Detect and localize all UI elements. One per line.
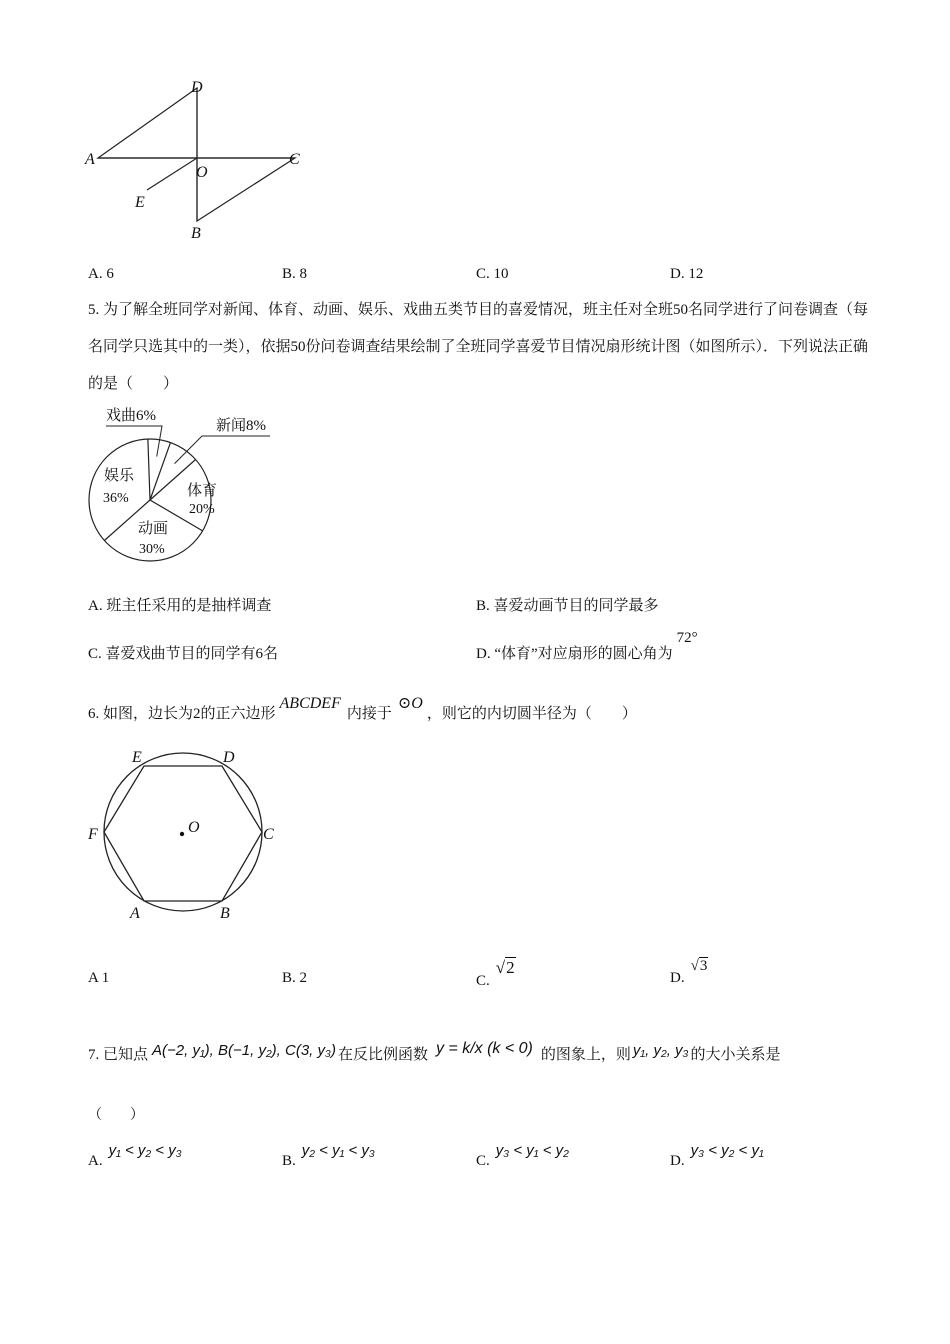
pie-percent-2: 20% (189, 502, 215, 517)
q5-option-c: C. 喜爱戏曲节目的同学有6名 (88, 646, 279, 662)
pie-leader-1 (175, 436, 270, 464)
q4-option-a: A. 6 (88, 266, 114, 282)
q5-option-d (476, 630, 698, 663)
center-point (180, 832, 184, 836)
q7-stem-mid: 在反比例函数 (337, 1047, 428, 1063)
pie-callout-0: 戏曲6% (106, 408, 156, 424)
label-f: F (88, 826, 98, 843)
q6-option-c-math: √2 (495, 958, 515, 977)
q7-option-a (88, 1142, 182, 1170)
q7-vars-math: y₁, y₂, y₃ (632, 1042, 689, 1059)
q7-option-b-math: y₂ < y₁ < y₃ (301, 1142, 375, 1159)
pie-label-4: 娱乐 (104, 468, 135, 484)
q7-stem (88, 1040, 781, 1064)
q7-option-c-math: y₃ < y₁ < y₂ (495, 1142, 569, 1159)
pie-label-2: 体育 (187, 483, 218, 499)
pie-slice-boundary-0 (148, 439, 150, 500)
q6-stem-prefix: 6. 如图，边长为2的正六边形 (88, 706, 276, 722)
q6-option-d-label: D. (670, 970, 685, 986)
label-o: O (188, 819, 200, 836)
q6-option-c-label: C. (476, 973, 490, 989)
q7-option-d (670, 1142, 764, 1170)
label-c: C (289, 151, 300, 168)
q7-option-c (476, 1142, 569, 1170)
pie-callout-1: 新闻8% (216, 418, 266, 434)
q7-option-d-label: D. (670, 1153, 685, 1169)
q6-option-a: A 1 (88, 970, 110, 986)
q6-option-b: B. 2 (282, 970, 308, 986)
q7-stem-mid2: 的图象上，则 (540, 1047, 631, 1063)
q7-function-math: y = k/x (k < 0) (435, 1040, 533, 1057)
q4-option-d: D. 12 (670, 266, 704, 282)
label-d: D (223, 749, 235, 766)
q6-option-d-math: √3 (690, 958, 708, 974)
label-d: D (191, 79, 203, 96)
q7-option-a-math: y₁ < y₂ < y₃ (108, 1142, 182, 1159)
q7-option-b (282, 1142, 375, 1170)
q4-option-c: C. 10 (476, 266, 509, 282)
q7-option-a-label: A. (88, 1153, 103, 1169)
q7-stem-suffix: 的大小关系是 (690, 1047, 781, 1063)
q7-option-c-label: C. (476, 1153, 490, 1169)
label-a: A (85, 151, 95, 168)
pie-chart (80, 402, 280, 574)
label-o: O (196, 164, 208, 181)
q6-option-d-radicand: 3 (699, 958, 708, 974)
q6-option-d (670, 958, 708, 987)
pie-label-3: 动画 (138, 521, 169, 537)
pie-percent-3: 30% (139, 542, 165, 557)
q6-stem-suffix: ，则它的内切圆半径为（ ） (426, 706, 637, 722)
q6-stem-mid: 内接于 (346, 706, 392, 722)
q5-option-d-math: 72° (676, 630, 698, 646)
q7-option-b-label: B. (282, 1153, 296, 1169)
pie-percent-4: 36% (103, 491, 129, 506)
label-c: C (263, 826, 274, 843)
q7-stem-prefix: 7. 已知点 (88, 1047, 149, 1063)
label-b: B (191, 225, 201, 242)
q6-circle-name: ⊙O (397, 695, 423, 712)
label-a: A (130, 905, 140, 922)
q4-option-b: B. 8 (282, 266, 308, 282)
q5-stem: 5. 为了解全班同学对新闻、体育、动画、娱乐、戏曲五类节目的喜爱情况，班主任对全班50名同学进行了问卷调查（每名同学只选其中的一类），依据50份问卷调查结果绘制了全班同学喜爱节目情况扇形统计图（如图所示）．下列说法正确的是（ ） (88, 302, 869, 392)
q6-option-c (476, 958, 516, 990)
hexagon-figure (80, 742, 300, 927)
q5-option-d-text: D. “体育”对应扇形的圆心角为 (476, 646, 673, 662)
q7-points-math: A(−2, y₁), B(−1, y₂), C(3, y₃) (152, 1042, 336, 1059)
q6-hexagon-name: ABCDEF (279, 695, 341, 712)
q7-answer-paren: （ ） (88, 1108, 144, 1123)
label-e: E (135, 194, 145, 211)
label-e: E (132, 749, 142, 766)
q7-option-d-math: y₃ < y₂ < y₁ (690, 1142, 764, 1159)
q6-option-c-radicand: 2 (506, 958, 515, 977)
q5-option-b: B. 喜爱动画节目的同学最多 (476, 598, 659, 614)
q6-stem (88, 695, 637, 723)
q5-option-a: A. 班主任采用的是抽样调查 (88, 598, 272, 614)
label-b: B (220, 905, 230, 922)
rhombus-figure (80, 72, 320, 247)
